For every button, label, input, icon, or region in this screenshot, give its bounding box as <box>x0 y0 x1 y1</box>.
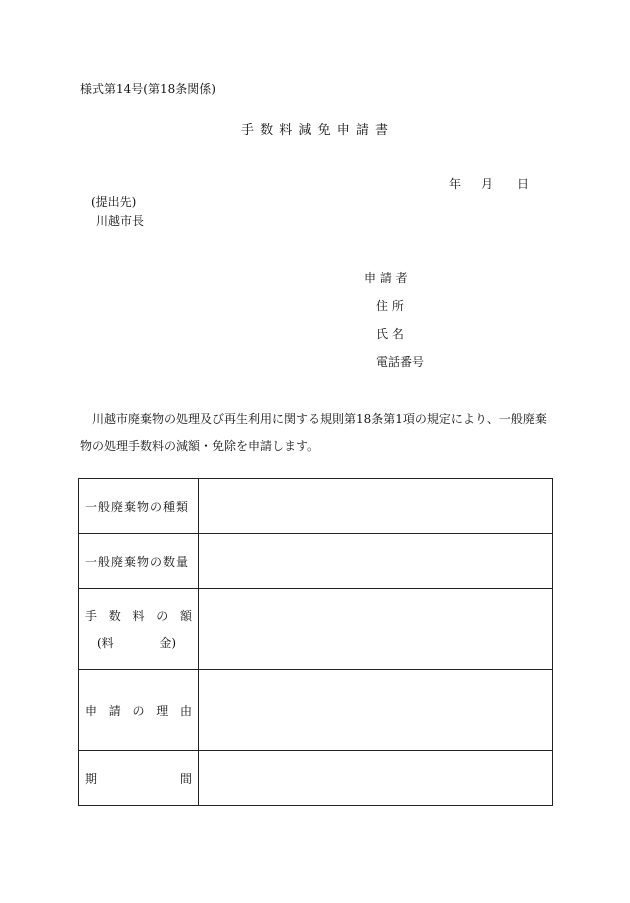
fee-amount-field[interactable] <box>199 589 553 670</box>
applicant-block <box>364 271 424 383</box>
fee-char: の <box>156 609 169 623</box>
table-row <box>79 479 553 534</box>
fee-char: 手 <box>85 609 98 623</box>
application-table <box>78 478 553 806</box>
date-month-label: 月 <box>481 177 494 191</box>
submit-to-label: (提出先) <box>91 195 137 209</box>
fee-char: 数 <box>108 609 121 623</box>
reason-char: 由 <box>179 703 192 718</box>
fee-sub-char: (料 <box>97 636 114 650</box>
fee-amount-label <box>79 589 199 670</box>
waste-amount-field[interactable] <box>199 534 553 589</box>
fee-char: 料 <box>132 609 145 623</box>
waste-type-field[interactable] <box>199 479 553 534</box>
applicant-address-label: 住 所 <box>376 299 404 313</box>
fee-char: 額 <box>179 609 192 623</box>
form-number: 様式第14号(第18条関係) <box>80 82 216 96</box>
reason-char: の <box>132 703 145 718</box>
period-char: 間 <box>179 771 192 786</box>
table-row <box>79 534 553 589</box>
applicant-heading: 申 請 者 <box>364 271 408 285</box>
page-title: 手 数 料 減 免 申 請 書 <box>241 123 389 138</box>
applicant-name-label: 氏 名 <box>376 327 404 341</box>
reason-char: 請 <box>108 703 121 718</box>
table-row <box>79 751 553 806</box>
reason-label <box>79 670 199 751</box>
date-day-label: 日 <box>517 177 530 191</box>
reason-char: 理 <box>156 703 169 718</box>
period-field[interactable] <box>199 751 553 806</box>
application-statement: 川越市廃棄物の処理及び再生利用に関する規則第18条第1項の規定により、一般廃棄物の処理手数料の減額・免除を申請します。 <box>80 412 547 453</box>
reason-char: 申 <box>85 703 98 718</box>
waste-amount-label: 一般廃棄物の数量 <box>79 534 199 589</box>
period-label <box>79 751 199 806</box>
date-year-label: 年 <box>449 177 462 191</box>
applicant-phone-label: 電話番号 <box>376 355 425 369</box>
table-row <box>79 589 553 670</box>
table-row <box>79 670 553 751</box>
addressee: 川越市長 <box>96 214 145 228</box>
period-char: 期 <box>85 771 98 786</box>
reason-field[interactable] <box>199 670 553 751</box>
waste-type-label: 一般廃棄物の種類 <box>79 479 199 534</box>
fee-sub-char: 金) <box>159 636 176 650</box>
